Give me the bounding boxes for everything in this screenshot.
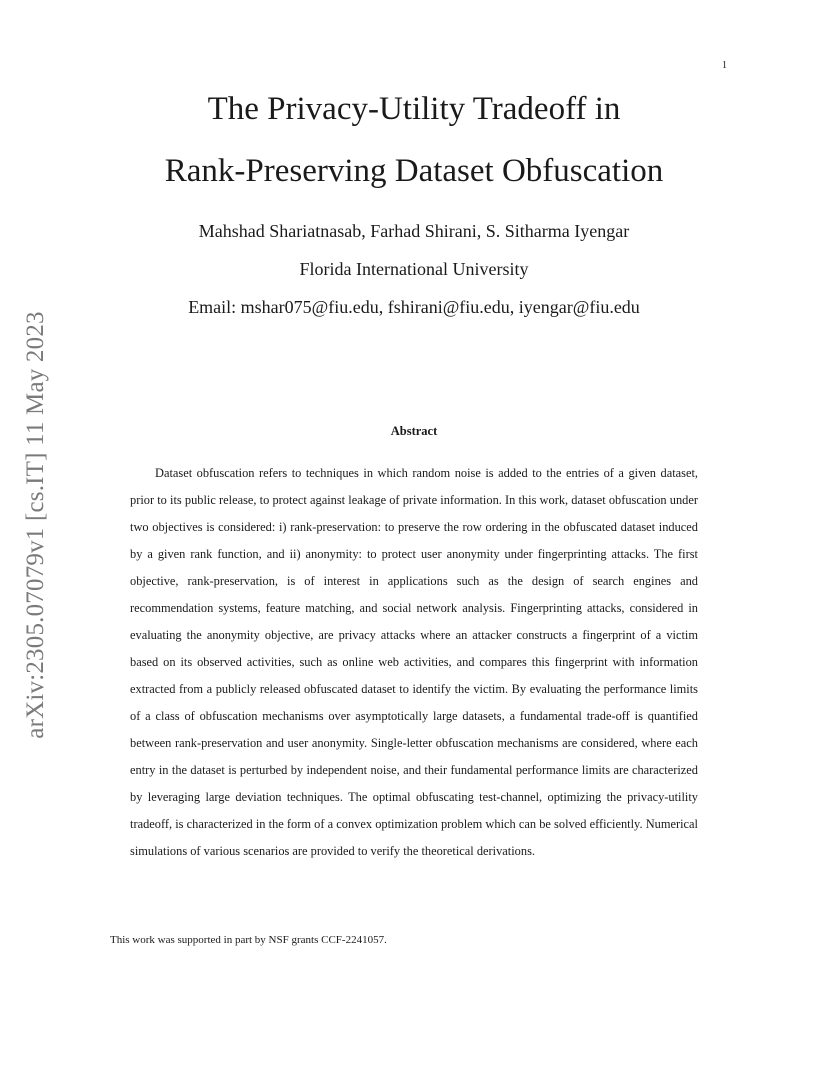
abstract-body: Dataset obfuscation refers to techniques in which random noise is added to the entries of a given dataset, prior to its public release, to protect against leakage of private information. In this work, dataset obfuscation under two objectives is considered: i) rank-preservation: to preserve the row ordering in the obfuscated dataset induced by a given rank function, and ii) anonymity: to protect user anonymity under fingerprinting attacks. The first objective, rank-preservation, is of interest in applications such as the design of search engines and recommendation systems, feature matching, and social network analysis. Fingerprinting attacks, considered in evaluating the anonymity objective, are privacy attacks where an attacker constructs a fingerprint of a victim based on its observed activities, such as online web activities, and compares this fingerprint with information extracted from a publicly released obfuscated dataset to identify the victim. By evaluating the performance limits of a class of obfuscation mechanisms over asymptotically large datasets, a fundamental trade-off is quantified between rank-preservation and user anonymity. Single-letter obfuscation mechanisms are considered, where each entry in the dataset is perturbed by independent noise, and their fundamental performance limits are characterized by leveraging large deviation techniques. The optimal obfuscating test-channel, optimizing the privacy-utility tradeoff, is characterized in the form of a convex optimization problem which can be solved efficiently. Numerical simulations of various scenarios are provided to verify the theoretical derivations.: [130, 466, 698, 858]
abstract-heading: Abstract: [390, 424, 438, 438]
arxiv-identifier-stamp: arXiv:2305.07079v1 [cs.IT] 11 May 2023: [22, 311, 49, 739]
paper-title-line-1: The Privacy-Utility Tradeoff in: [207, 91, 621, 127]
paper-title-line-2: Rank-Preserving Dataset Obfuscation: [164, 153, 664, 189]
page-number: 1: [722, 60, 727, 71]
author-list: Mahshad Shariatnasab, Farhad Shirani, S. Sitharma Iyengar: [198, 221, 630, 241]
affiliation: Florida International University: [299, 259, 529, 279]
funding-footnote: This work was supported in part by NSF grants CCF-2241057.: [110, 934, 387, 946]
author-emails: Email: mshar075@fiu.edu, fshirani@fiu.edu, iyengar@fiu.edu: [188, 297, 640, 317]
